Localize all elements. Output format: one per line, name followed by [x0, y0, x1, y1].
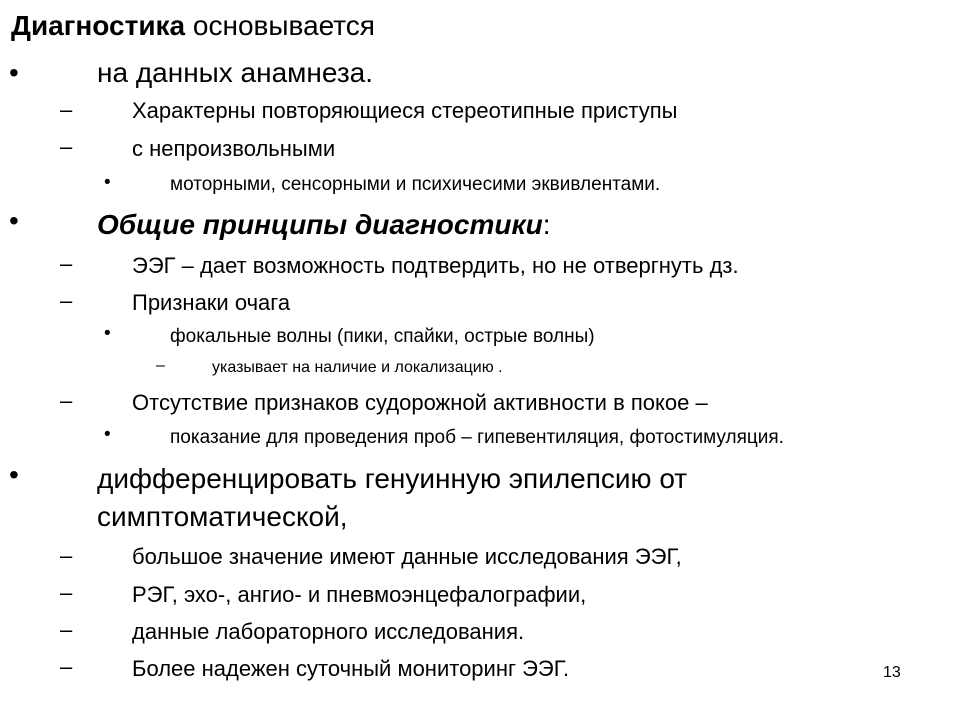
dash-marker: – — [60, 543, 73, 568]
bullet-marker: • — [104, 323, 111, 344]
dash-marker: – — [156, 357, 165, 374]
bullet-marker: • — [9, 205, 19, 236]
list-item: фокальные волны (пики, спайки, острые волны) — [170, 326, 595, 347]
dash-marker: – — [60, 288, 73, 313]
list-item: дифференцировать генуинную эпилепсию от — [97, 463, 688, 494]
bullet-marker: • — [9, 459, 19, 490]
dash-marker: – — [60, 580, 73, 605]
bullet-marker: • — [9, 57, 19, 88]
list-item: указывает на наличие и локализацию . — [212, 359, 503, 376]
list-item: Признаки очага — [132, 290, 291, 315]
bullet-marker: • — [104, 172, 111, 193]
dash-marker: – — [60, 654, 73, 679]
list-item: ЭЭГ – дает возможность подтвердить, но не отвергнуть дз. — [132, 253, 739, 278]
list-item-continuation: симптоматической, — [97, 501, 348, 532]
list-item: с непроизвольными — [132, 136, 336, 161]
list-item: Отсутствие признаков судорожной активности в покое – — [132, 390, 708, 415]
dash-marker: – — [60, 134, 73, 159]
list-item: Более надежен суточный мониторинг ЭЭГ. — [132, 656, 570, 681]
slide-title — [11, 8, 375, 44]
dash-marker: – — [60, 617, 73, 642]
list-item: РЭГ, эхо-, ангио- и пневмоэнцефалографии, — [132, 582, 587, 607]
list-item: показание для проведения проб – гипевентиляция, фотостимуляция. — [170, 427, 784, 448]
list-item: моторными, сенсорными и психичесими эквивлентами. — [170, 174, 661, 195]
dash-marker: – — [60, 97, 73, 122]
list-item: большое значение имеют данные исследования ЭЭГ, — [132, 544, 682, 569]
title-bold: Диагностика — [11, 10, 186, 41]
page-number: 13 — [883, 664, 901, 681]
title-rest: основывается — [185, 10, 375, 41]
dash-marker: – — [60, 251, 73, 276]
section-heading-text: Общие принципы диагностики — [97, 209, 543, 240]
section-heading-colon: : — [542, 209, 551, 240]
bullet-marker: • — [104, 424, 111, 445]
section-heading — [97, 208, 551, 242]
list-item: данные лабораторного исследования. — [132, 619, 525, 644]
list-item: Характерны повторяющиеся стереотипные приступы — [132, 98, 678, 123]
dash-marker: – — [60, 388, 73, 413]
list-item: на данных анамнеза. — [97, 57, 374, 88]
